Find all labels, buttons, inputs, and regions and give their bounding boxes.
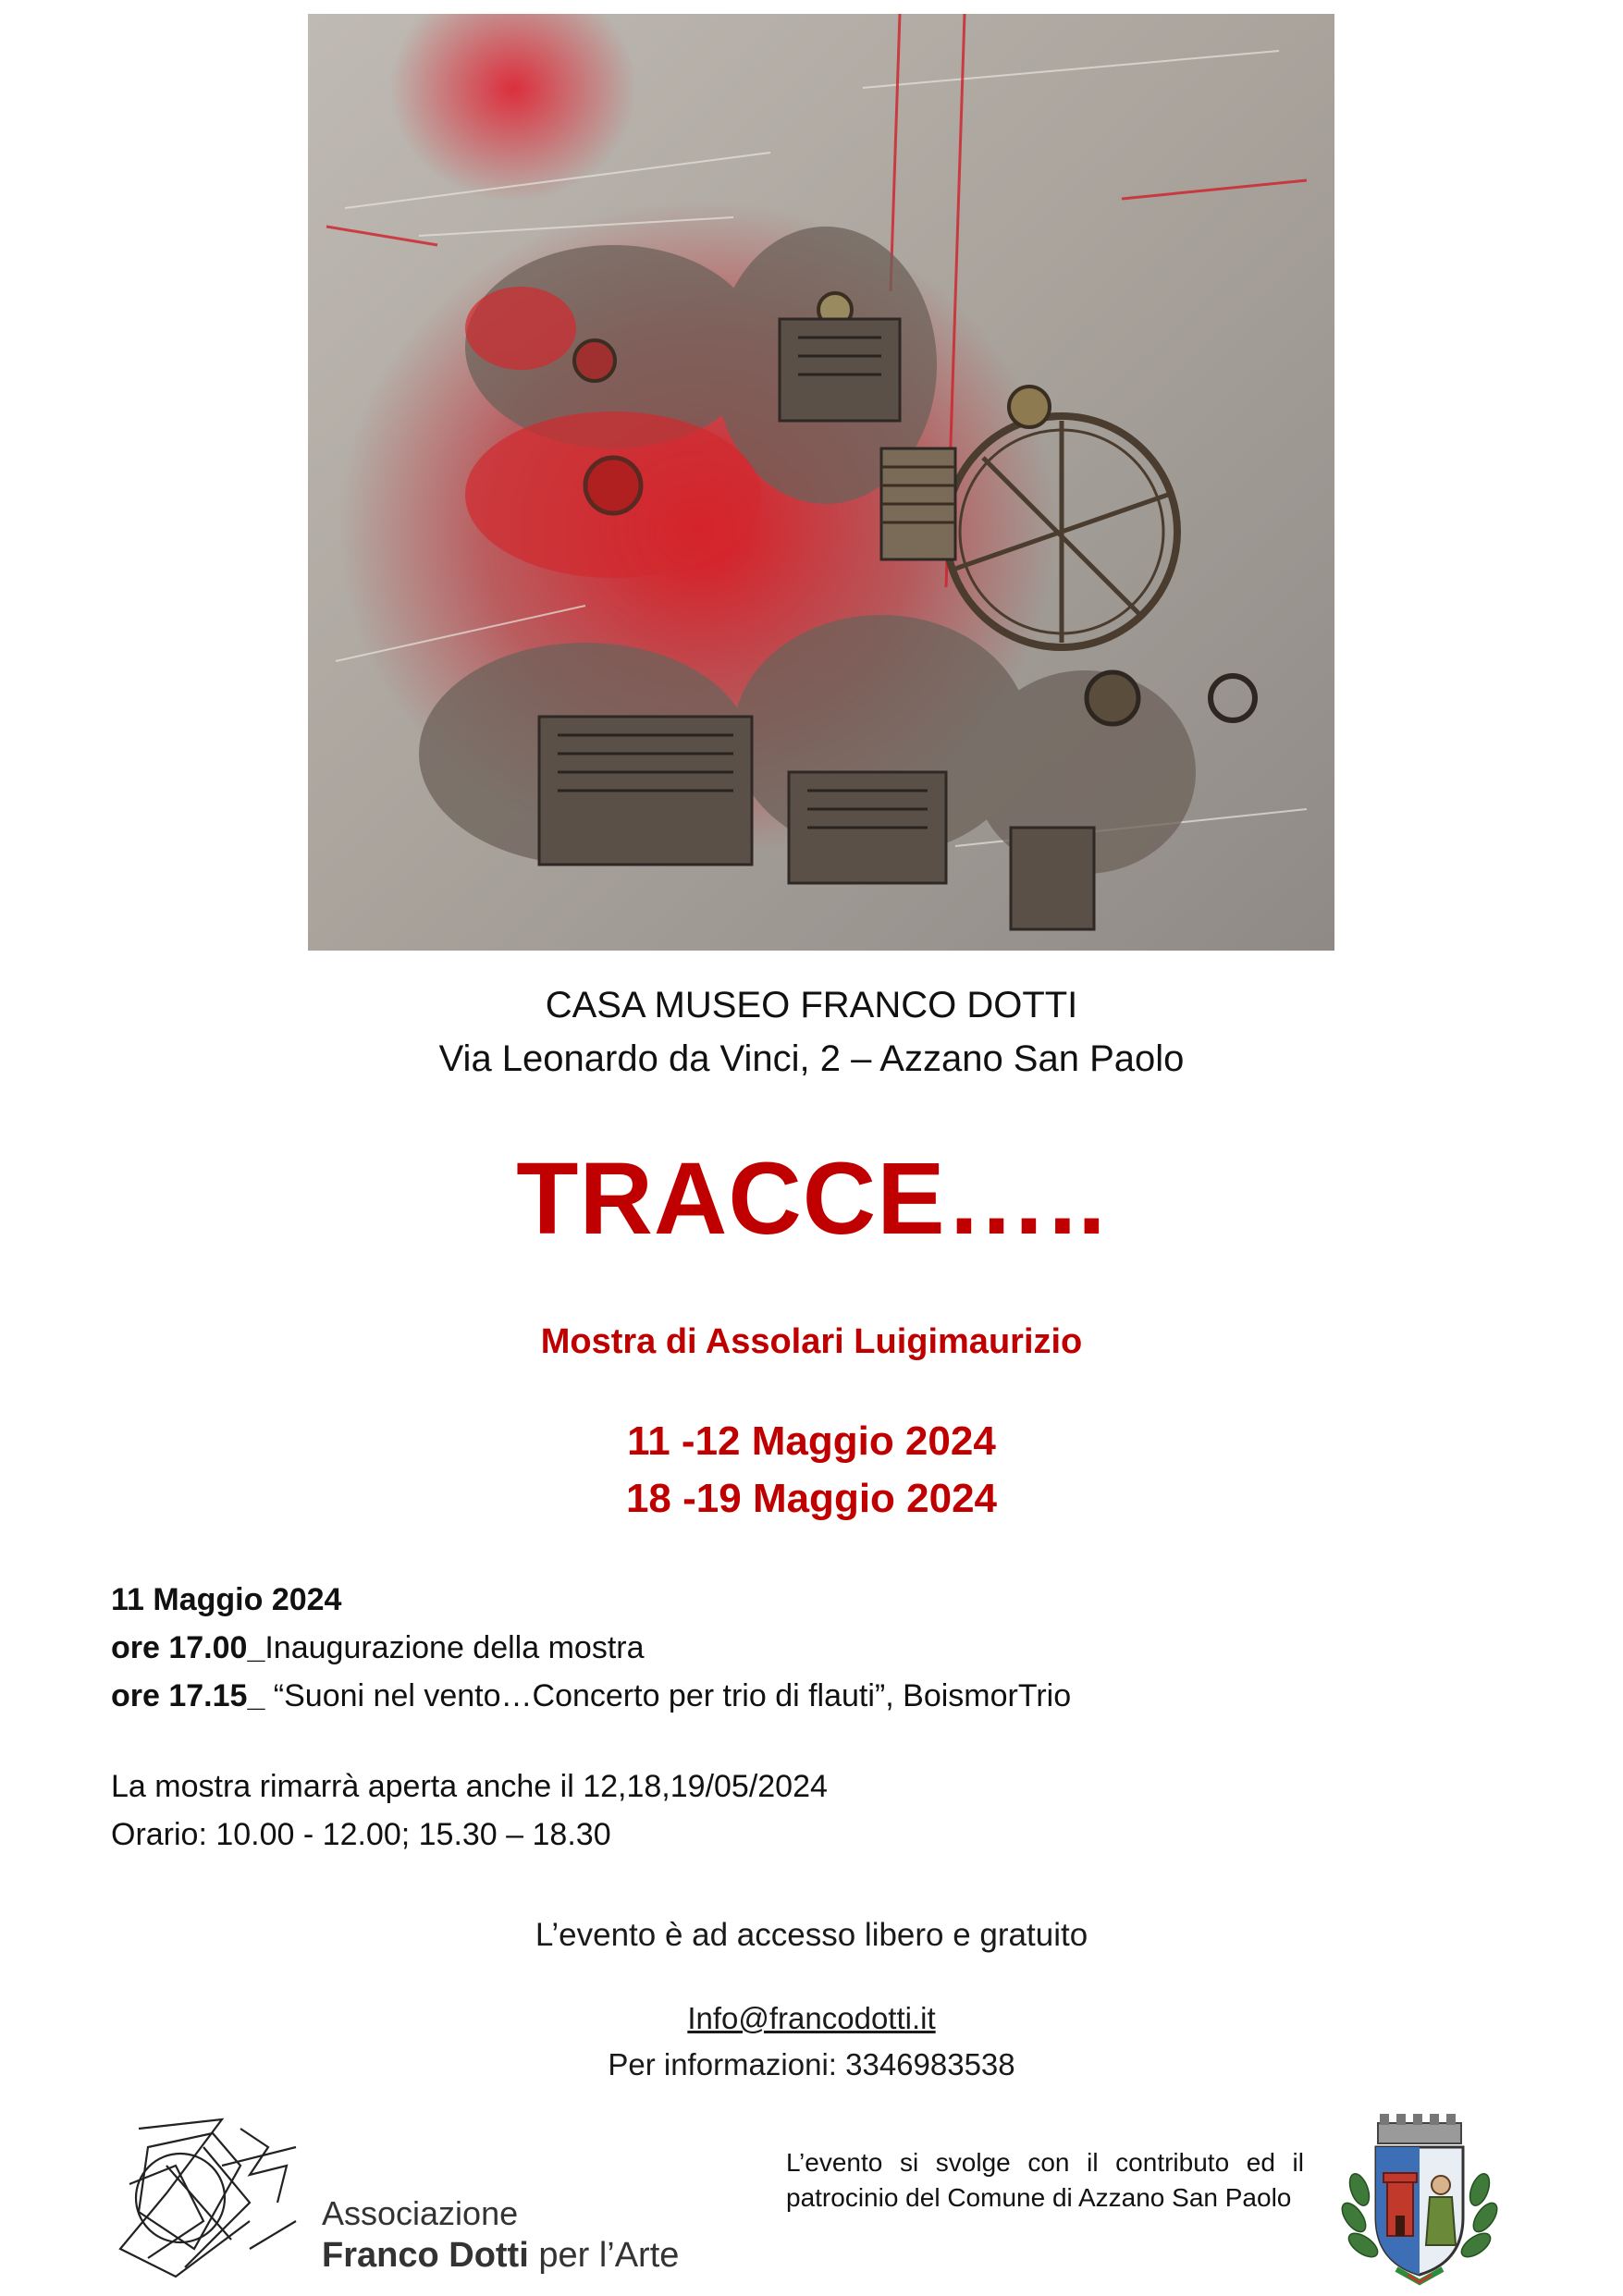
association-name-line1: Associazione (322, 2194, 519, 2232)
date-range-1: 11 -12 Maggio 2024 (627, 1418, 996, 1464)
contact-block (0, 1995, 1623, 2088)
association-name-line2 (322, 2236, 679, 2275)
venue-block (0, 978, 1623, 1086)
program-text: “Suoni nel vento…Concerto per trio di flauti”, BoismorTrio (264, 1678, 1072, 1713)
event-dates (0, 1413, 1623, 1528)
free-access-note: L’evento è ad accesso libero e gratuito (535, 1917, 1088, 1953)
program-day: 11 Maggio 2024 (111, 1582, 342, 1617)
event-subtitle: Mostra di Assolari Luigimaurizio (540, 1322, 1083, 1361)
association-name-rest: per l’Arte (528, 2236, 680, 2275)
opening-hours: Orario: 10.00 - 12.00; 15.30 – 18.30 (111, 1817, 611, 1852)
event-title: TRACCE….. (516, 1142, 1107, 1256)
coat-of-arms-icon (1332, 2106, 1507, 2291)
artwork-image (308, 14, 1334, 951)
program-item (111, 1672, 1071, 1720)
association-logo (111, 2110, 703, 2286)
venue-address: Via Leonardo da Vinci, 2 – Azzano San Paolo (438, 1038, 1185, 1079)
venue-name: CASA MUSEO FRANCO DOTTI (545, 985, 1078, 1025)
date-range-2: 18 -19 Maggio 2024 (625, 1476, 998, 1521)
program-item (111, 1624, 1071, 1672)
program-time: ore 17.00_ (111, 1630, 265, 1665)
program-time: ore 17.15_ (111, 1678, 265, 1713)
program-block (111, 1576, 1071, 1720)
association-name-bold: Franco Dotti (322, 2236, 529, 2275)
email-link[interactable]: Info@francodotti.it (687, 2001, 936, 2035)
abstract-painting-icon (308, 14, 1334, 951)
municipality-crest (1332, 2106, 1507, 2291)
phone-info: Per informazioni: 3346983538 (608, 2047, 1015, 2081)
opening-info (111, 1762, 828, 1859)
association-logo-icon (111, 2110, 314, 2286)
sponsor-note: L’evento si svolge con il contributo ed il patrocinio del Comune di Azzano San Paolo (786, 2148, 1304, 2212)
opening-extra-days: La mostra rimarrà aperta anche il 12,18,19/05/2024 (111, 1769, 828, 1804)
program-text: Inaugurazione della mostra (264, 1630, 645, 1665)
